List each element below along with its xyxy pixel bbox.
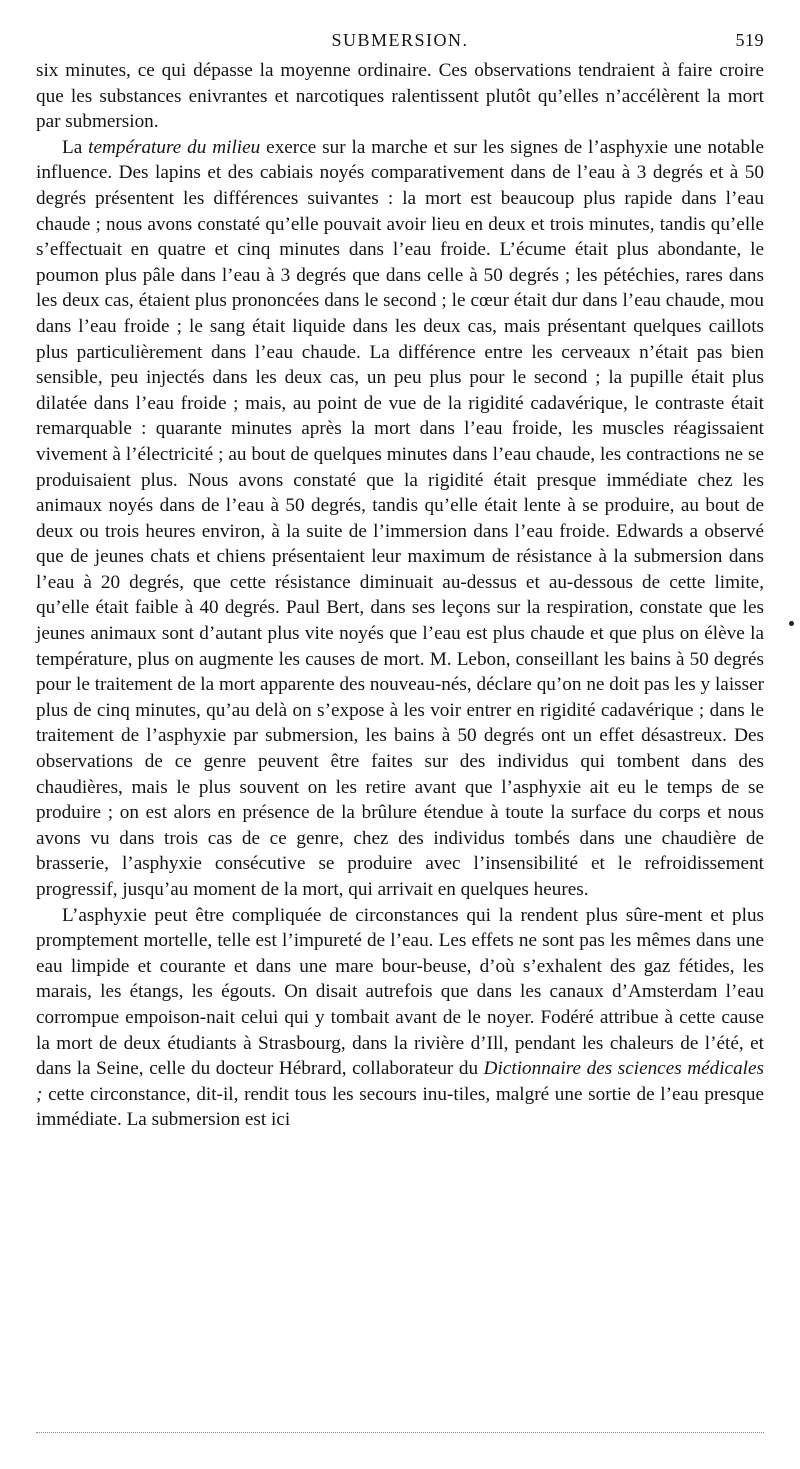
paragraph-lead: La — [62, 136, 89, 158]
running-head — [36, 30, 764, 58]
paragraph-text: six minutes, ce qui dépasse la moyenne ordinaire. Ces observations tendraient à faire croire que les substances enivrantes et narcotiques ralentissent plutôt qu’elles n’accélèrent la mort par submersion. — [36, 60, 764, 133]
bottom-rule — [36, 1432, 764, 1433]
paragraph-text: exerce sur la marche et sur les signes de l’asphyxie une notable influence. Des lapins et des cabiais noyés comparativement dans de l’eau à 3 degrés et à 50 degrés présentent les différences suivantes : la mort est beaucoup plus rapide dans l’eau chaude ; nous avons constaté qu’elle pouvait avoir lieu en deux et trois minutes, tandis qu’elle s’effectuait en quatre et cinq minutes dans l’eau froide. L’écume était plus abondante, le poumon plus pâle dans l’eau à 3 degrés que dans celle à 50 degrés ; les pétéchies, rares dans les deux cas, étaient plus prononcées dans le second ; le cœur était dur dans l’eau chaude, mou dans l’eau froide ; le sang était liquide dans les deux cas, mais présentant quelques caillots plus particulièrement dans l’eau chaude. La différence entre les cerveaux n’était pas bien sensible, peu injectés dans les deux cas, un peu plus pour le second ; la pupille était plus dilatée dans l’eau froide ; mais, au point de vue de la rigidité cadavérique, le contraste était remarquable : quarante minutes après la mort dans l’eau froide, les muscles réagissaient vivement à l’électricité ; au bout de quelques minutes dans l’eau chaude, les contractions ne se produisaient plus. Nous avons constaté que la rigidité était presque immédiate chez les animaux noyés dans de l’eau à 50 degrés, tandis qu’elle était lente à se produire, au bout de deux ou trois heures environ, à la suite de l’immersion dans l’eau froide. Edwards a observé que de jeunes chats et chiens présentaient leur maximum de résistance à la submersion dans l’eau à 20 degrés, que cette résistance diminuait au-dessus et au-dessous de cette limite, qu’elle était faible à 40 degrés. Paul Bert, dans ses leçons sur la respiration, constate que les jeunes animaux sont d’autant plus vite noyés que l’eau est plus chaude et que plus on élève la température, plus on augmente les causes de mort. M. Lebon, conseillant les bains à 50 degrés pour le traitement de la mort apparente des nouveau-nés, déclare qu’on ne doit pas les y laisser plus de cinq minutes, qu’au delà on s’expose à les voir entrer en rigidité cadavérique ; dans le traitement de l’asphyxie par submersion, les bains à 50 degrés ont un effet désastreux. Des observations de ce genre peuvent être faites sur des individus qui tombent dans des chaudières, mais le plus souvent on les retire avant que l’asphyxie ait eu le temps de se produire ; on est alors en présence de la brûlure étendue à toute la surface du corps et nous avons vu dans trois cas de ce genre, chez des individus tombés dans une chaudière de brasserie, l’asphyxie consécutive se produire avec l’insensibilité et le refroidissement progressif, jusqu’au moment de la mort, qui arrivait en quelques heures. — [36, 136, 764, 900]
body-text — [36, 58, 764, 1133]
page-number: 519 — [735, 30, 764, 50]
margin-mark — [789, 621, 794, 626]
book-page — [36, 30, 764, 1133]
paragraph-continuation — [36, 58, 764, 135]
paragraph-lead: L’asphyxie peut être compliquée de circonstances qui la rendent plus sûre-ment et plus promptement mortelle, telle est l’impureté de l’eau. Les effets ne sont pas les mêmes dans une eau limpide et courante et dans une mare bour-beuse, d’où s’exhalent des gaz fétides, les marais, les étangs, les égouts. On disait autrefois que dans les canaux d’Amsterdam l’eau corrompue empoison-nait celui qui y tombait avant de le noyer. Fodéré attribue à cette cause la mort de deux étudiants à Strasbourg, dans la rivière d’Ill, pendant les chaleurs de l’été, et dans la Seine, celle du docteur Hébrard, collaborateur du — [36, 904, 764, 1080]
paragraph-text: cette circonstance, dit-il, rendit tous les secours inu-tiles, malgré une sortie de l’eau presque immédiate. La submersion est ici — [36, 1083, 764, 1131]
emphasis-term: température du milieu — [88, 136, 261, 158]
emphasis-title: Dictionnaire des sciences médicales ; — [36, 1058, 764, 1105]
paragraph-impurity — [36, 903, 764, 1133]
paragraph-temperature — [36, 135, 764, 903]
running-title: SUBMERSION. — [331, 30, 469, 50]
